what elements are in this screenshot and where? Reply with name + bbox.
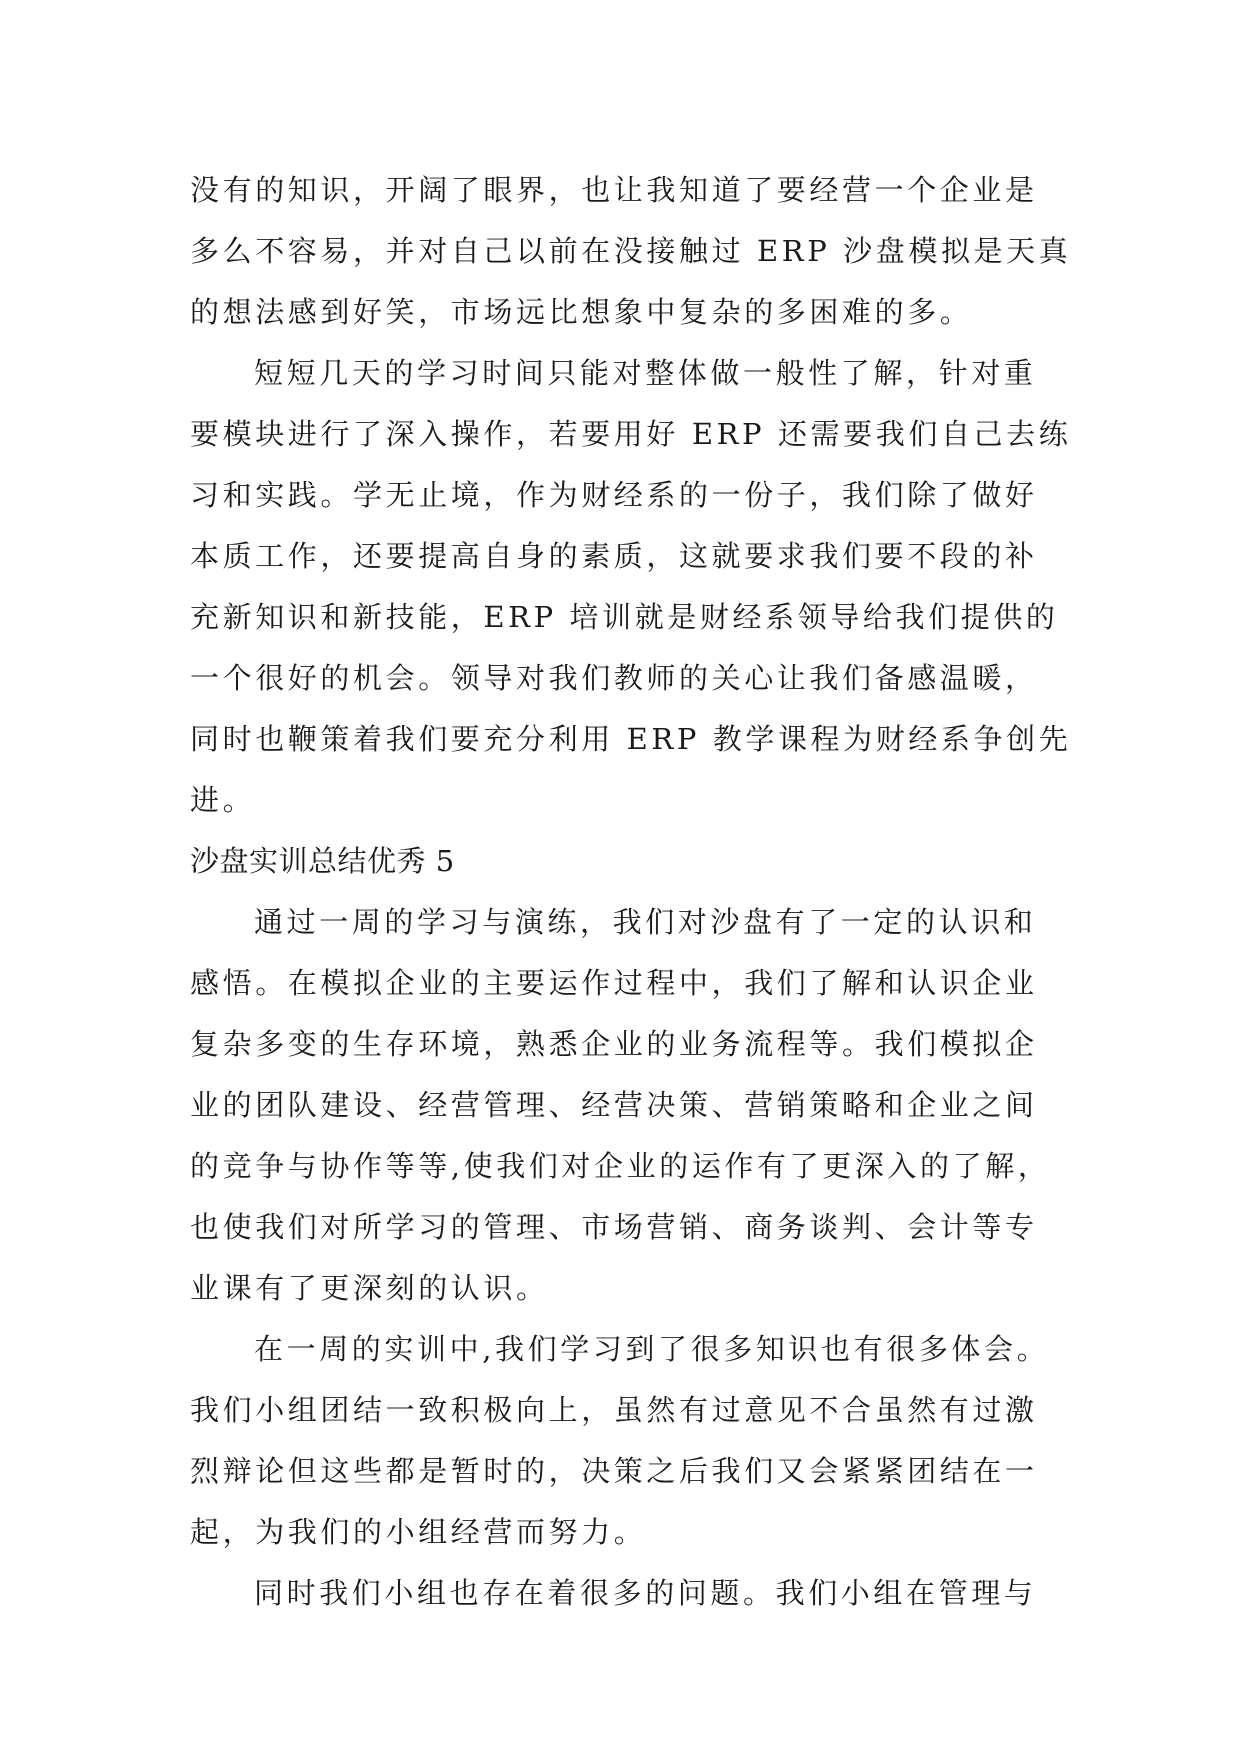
text-line: 感悟。在模拟企业的主要运作过程中，我们了解和认识企业 [190, 966, 1038, 1000]
text-line: 习和实践。学无止境，作为财经系的一份子，我们除了做好 [190, 478, 1038, 512]
text-line: 起，为我们的小组经营而努力。 [190, 1515, 647, 1549]
paragraph-start-line: 在一周的实训中,我们学习到了很多知识也有很多体会。 [254, 1332, 1050, 1366]
text-line: 的想法感到好笑，市场远比想象中复杂的多困难的多。 [190, 295, 973, 329]
text-line: 充新知识和新技能，ERP 培训就是财经系领导给我们提供的 [190, 600, 1059, 634]
text-line: 没有的知识，开阔了眼界，也让我知道了要经营一个企业是 [190, 173, 1038, 207]
paragraph-start-line: 通过一周的学习与演练，我们对沙盘有了一定的认识和 [254, 905, 1037, 939]
text-line: 烈辩论但这些都是暂时的，决策之后我们又会紧紧团结在一 [190, 1454, 1038, 1488]
text-line: 进。 [190, 783, 256, 817]
text-line: 本质工作，还要提高自身的素质，这就要求我们要不段的补 [190, 539, 1038, 573]
paragraph-start-line: 同时我们小组也存在着很多的问题。我们小组在管理与 [254, 1576, 1037, 1610]
text-line: 业课有了更深刻的认识。 [190, 1271, 549, 1305]
paragraph-start-line: 短短几天的学习时间只能对整体做一般性了解，针对重 [254, 356, 1037, 390]
text-line: 我们小组团结一致积极向上，虽然有过意见不合虽然有过激 [190, 1393, 1038, 1427]
text-line: 一个很好的机会。领导对我们教师的关心让我们备感温暖， [190, 661, 1038, 695]
text-line: 也使我们对所学习的管理、市场营销、商务谈判、会计等专 [190, 1210, 1038, 1244]
text-line: 复杂多变的生存环境，熟悉企业的业务流程等。我们模拟企 [190, 1027, 1038, 1061]
text-line: 的竞争与协作等等,使我们对企业的运作有了更深入的了解， [190, 1149, 1051, 1183]
section-heading: 沙盘实训总结优秀 5 [190, 844, 455, 878]
document-body [190, 160, 1070, 1624]
text-line: 要模块进行了深入操作，若要用好 ERP 还需要我们自己去练 [190, 417, 1072, 451]
text-line: 同时也鞭策着我们要充分利用 ERP 教学课程为财经系争创先 [190, 722, 1072, 756]
text-line: 业的团队建设、经营管理、经营决策、营销策略和企业之间 [190, 1088, 1038, 1122]
text-line: 多么不容易，并对自己以前在没接触过 ERP 沙盘模拟是天真 [190, 234, 1072, 268]
